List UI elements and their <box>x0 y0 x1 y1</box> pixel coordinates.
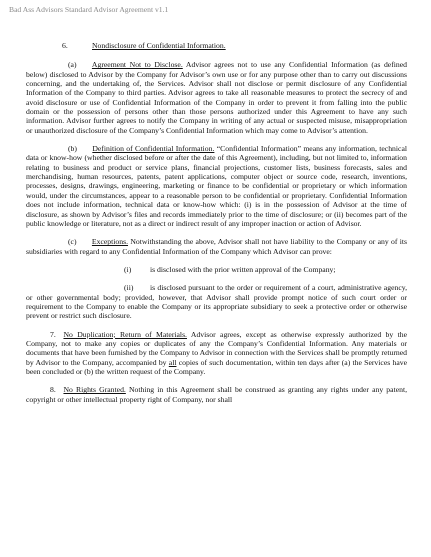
section-6a-paragraph <box>26 60 407 135</box>
section-6b-text: “Confidential Information” means any information, technical data or know-how (whether disclosed before or after the date of this Agreement), including, but not limited to, information relating to business and product or service plans, financial projections, customer lists, business forecasts, sales and merchandising, human resources, patents, patent applications, computer object or source code, research, inventions, processes, designs, drawings, engineering, marketing or finance to be confidential or proprietary or which information would, under the circumstances, appear to a reasonable person to be confidential or proprietary. Confidential Information does not include information, technical data or know-how which: (i) is in the possession of Advisor at the time of disclosure, as shown by Advisor’s files and records immediately prior to the time of disclosure; or (ii) becomes part of the public knowledge or literature, not as a direct or indirect result of any improper inaction or action of Advisor. <box>26 144 407 228</box>
section-7-emphasis: all <box>168 357 177 367</box>
section-6b-heading: Definition of Confidential Information. <box>92 144 215 154</box>
section-6a-text: Advisor agrees not to use any Confidential Information (as defined below) disclosed to Advisor by the Company for Advisor’s own use or for any purpose other than to carry out discussions concerning, and the undertaking of, the Services. Advisor shall not disclose or permit disclosure of any Confidential Information of the Company to third parties. Advisor agrees to take all reasonable measures to protect the secrecy of and avoid disclosure or use of Confidential Information of the Company in order to prevent it from falling into the public domain or the possession of persons other than those persons authorized under this Agreement to have any such information. Advisor further agrees to notify the Company in writing of any actual or suspected misuse, misappropriation or unauthorized disclosure of the Company’s Confidential Information which may come to Advisor’s attention. <box>26 60 407 135</box>
section-6c-item-i <box>124 265 407 274</box>
running-header: Bad Ass Advisors Standard Advisor Agreement v1.1 <box>9 5 169 14</box>
section-6-title: Nondisclosure of Confidential Information. <box>92 41 226 50</box>
section-8-text: Nothing in this Agreement shall be construed as granting any rights under any patent, copyright or other intellectual property right of Company, nor shall <box>26 385 408 404</box>
item-ii-label: (ii) <box>124 283 134 293</box>
item-i-label: (i) <box>124 264 132 274</box>
item-i-text: is disclosed with the prior written approval of the Company; <box>150 264 336 274</box>
section-6-number: 6. <box>62 41 68 50</box>
section-6-heading <box>62 41 407 50</box>
section-7-text-2: copies of such documentation, within ten days after (a) the Services have been concluded or (b) the written request of the Company. <box>26 357 407 376</box>
section-8-title: No Rights Granted. <box>63 385 126 395</box>
document-body <box>26 41 407 404</box>
section-6c-paragraph <box>26 237 407 256</box>
section-7-title: No Duplication; Return of Materials. <box>63 329 187 339</box>
section-6a-label: (a) <box>68 60 77 70</box>
section-8-paragraph <box>26 385 407 404</box>
section-8-num: 8. <box>50 385 56 395</box>
section-6b-label: (b) <box>68 144 77 154</box>
section-6b-paragraph <box>26 144 407 228</box>
section-7-paragraph <box>26 330 407 377</box>
item-ii-text: is disclosed pursuant to the order or requirement of a court, administrative agency, or other governmental body; provided, however, that Advisor shall provide prompt notice of such court order or requirement to the Company to enable the Company or its appropriate subsidiary to seek a protective order or otherwise prevent or restrict such disclosure. <box>26 283 407 321</box>
section-6a-heading: Agreement Not to Disclose. <box>91 60 183 70</box>
section-6c-heading: Exceptions. <box>91 237 129 247</box>
section-6c-label: (c) <box>68 237 77 247</box>
section-7-text-1: Advisor agrees, except as otherwise expressly authorized by the Company, not to make any copies or duplicates of any the Company’s Confidential Information. Any materials or documents that have been furnished by the Company to Advisor in connection with the Services shall be promptly returned by Advisor to the Company, accompanied by <box>26 329 407 367</box>
section-6c-text: Notwithstanding the above, Advisor shall not have liability to the Company or any of its subsidiaries with regard to any Confidential Information of the Company which Advisor can prove: <box>26 237 407 256</box>
section-7-num: 7. <box>50 329 56 339</box>
section-6c-item-ii <box>26 283 407 320</box>
